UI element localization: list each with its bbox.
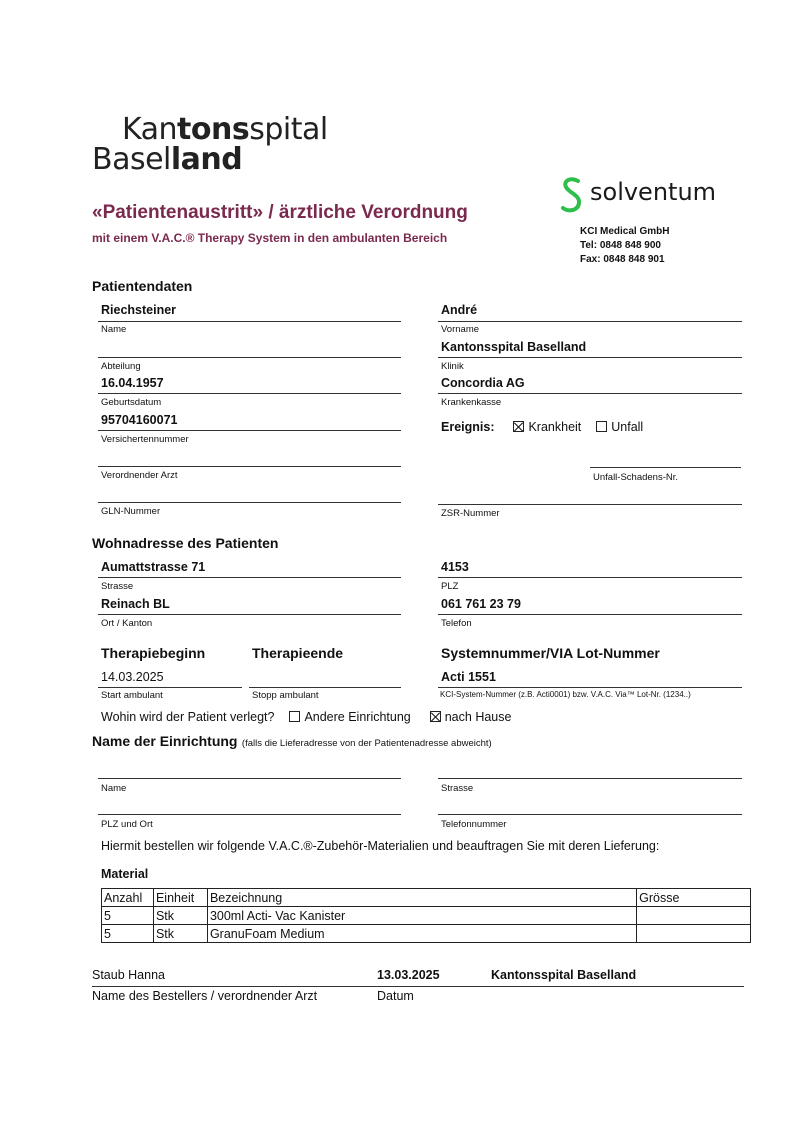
material-table [101, 888, 751, 943]
solventum-logo-icon [558, 175, 586, 215]
section-wohnadresse: Wohnadresse des Patienten [92, 535, 279, 551]
name-value[interactable]: Riechsteiner [101, 303, 177, 317]
geburtsdatum-value[interactable]: 16.04.1957 [101, 376, 164, 390]
verlegung-group [101, 710, 511, 724]
einrichtung-name-label: Name [101, 783, 127, 794]
start-label: Start ambulant [101, 690, 163, 701]
brand-name: solventum [590, 178, 717, 206]
unfall-label: Unfall [611, 420, 644, 434]
hospital-logo-line1: Kantonsspital [122, 112, 328, 147]
cell-bezeichnung[interactable]: 300ml Acti- Vac Kanister [207, 907, 636, 925]
unfall-checkbox[interactable] [596, 421, 607, 432]
cell-einheit[interactable]: Stk [153, 907, 207, 925]
klinik-value[interactable]: Kantonsspital Baselland [441, 340, 587, 354]
form-subtitle: mit einem V.A.C.® Therapy System in den ambulanten Bereich [92, 231, 448, 245]
andere-einrichtung-checkbox[interactable] [289, 711, 300, 722]
besteller-label: Name des Bestellers / verordnender Arzt [92, 989, 318, 1003]
einrichtung-strasse-label: Strasse [441, 783, 474, 794]
order-text: Hiermit bestellen wir folgende V.A.C.®-Zubehör-Materialien und beauftragen Sie mit deren Lieferung: [101, 839, 660, 853]
besteller-value[interactable]: Staub Hanna [92, 968, 165, 982]
ereignis-group [441, 420, 643, 434]
versichertennummer-label: Versichertennummer [101, 434, 189, 445]
krankheit-label: Krankheit [528, 420, 582, 434]
vorname-value[interactable]: André [441, 303, 478, 317]
andere-einrichtung-label: Andere Einrichtung [304, 710, 411, 724]
company-name: KCI Medical GmbH [580, 226, 670, 237]
therapieende-title: Therapieende [252, 645, 344, 661]
form-title: «Patientenaustritt» / ärztliche Verordnung [92, 202, 468, 223]
table-row [102, 925, 751, 943]
arzt-label: Verordnender Arzt [101, 470, 178, 481]
header-einheit: Einheit [153, 889, 207, 907]
nach-hause-checkbox[interactable] [430, 711, 441, 722]
section-einrichtung: Name der Einrichtung [92, 733, 238, 749]
company-tel: Tel: 0848 848 900 [580, 240, 661, 251]
cell-anzahl[interactable]: 5 [102, 907, 154, 925]
cell-groesse[interactable] [637, 907, 751, 925]
stopp-label: Stopp ambulant [252, 690, 319, 701]
geburtsdatum-label: Geburtsdatum [101, 397, 162, 408]
cell-groesse[interactable] [637, 925, 751, 943]
strasse-value[interactable]: Aumattstrasse 71 [101, 560, 206, 574]
start-value[interactable]: 14.03.2025 [101, 670, 164, 684]
cell-einheit[interactable]: Stk [153, 925, 207, 943]
ort-label: Ort / Kanton [101, 618, 153, 629]
klinik-label: Klinik [441, 361, 464, 372]
krankenkasse-value[interactable]: Concordia AG [441, 376, 525, 390]
cell-anzahl[interactable]: 5 [102, 925, 154, 943]
krankheit-checkbox[interactable] [513, 421, 524, 432]
einrichtung-telefon-label: Telefonnummer [441, 819, 507, 830]
header-anzahl: Anzahl [102, 889, 154, 907]
ereignis-label: Ereignis: [441, 420, 495, 434]
table-header-row [102, 889, 751, 907]
gln-label: GLN-Nummer [101, 506, 161, 517]
versichertennummer-value[interactable]: 95704160071 [101, 413, 178, 427]
zsr-label: ZSR-Nummer [441, 508, 500, 519]
company-info [580, 225, 669, 267]
unfall-nr-label: Unfall-Schadens-Nr. [593, 472, 679, 483]
verlegung-question: Wohin wird der Patient verlegt? [101, 710, 275, 724]
vorname-label: Vorname [441, 324, 480, 335]
telefon-value[interactable]: 061 761 23 79 [441, 597, 521, 611]
material-title: Material [101, 867, 149, 881]
system-label: KCI-System-Nummer (z.B. Acti0001) bzw. V.A.C. Via™ Lot-Nr. (1234..) [440, 690, 691, 699]
datum-value[interactable]: 13.03.2025 [377, 968, 440, 982]
company-fax: Fax: 0848 848 901 [580, 254, 665, 265]
hospital-logo-line2: Baselland [92, 142, 243, 177]
einrichtung-heading [92, 733, 492, 751]
strasse-label: Strasse [101, 581, 134, 592]
header-bezeichnung: Bezeichnung [207, 889, 636, 907]
cell-bezeichnung[interactable]: GranuFoam Medium [207, 925, 636, 943]
krankenkasse-label: Krankenkasse [441, 397, 502, 408]
abteilung-label: Abteilung [101, 361, 141, 372]
nach-hause-label: nach Hause [444, 710, 512, 724]
einrichtung-note: (falls die Lieferadresse von der Patientenadresse abweicht) [241, 738, 492, 749]
klinik-footer-value[interactable]: Kantonsspital Baselland [491, 968, 637, 982]
plz-label: PLZ [441, 581, 459, 592]
name-label: Name [101, 324, 127, 335]
ort-value[interactable]: Reinach BL [101, 597, 170, 611]
header-groesse: Grösse [637, 889, 751, 907]
section-patientendaten: Patientendaten [92, 278, 193, 294]
therapiebeginn-title: Therapiebeginn [101, 645, 206, 661]
system-value[interactable]: Acti 1551 [441, 670, 496, 684]
einrichtung-plz-label: PLZ und Ort [101, 819, 153, 830]
plz-value[interactable]: 4153 [441, 560, 469, 574]
datum-label: Datum [377, 989, 414, 1003]
table-row [102, 907, 751, 925]
telefon-label: Telefon [441, 618, 472, 629]
systemnummer-title: Systemnummer/VIA Lot-Nummer [441, 645, 660, 661]
